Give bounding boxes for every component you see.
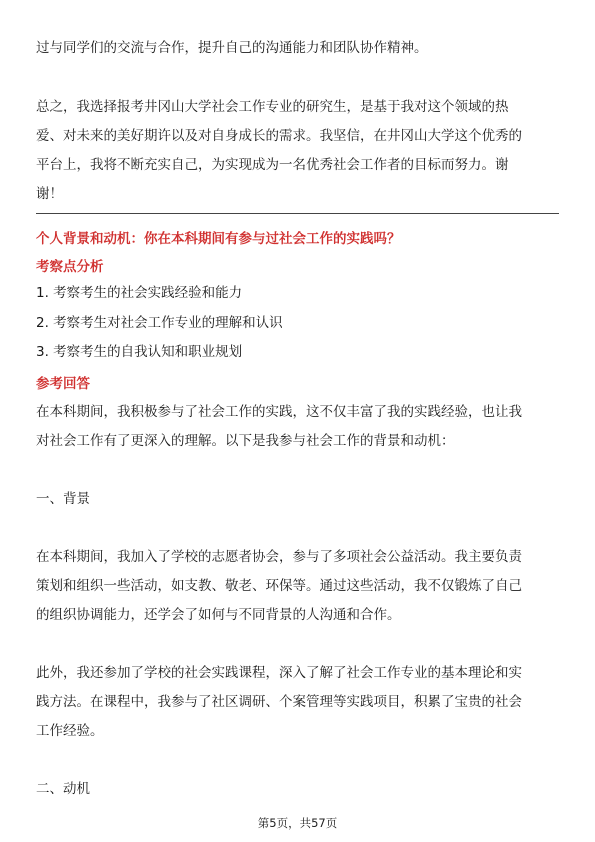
intro-tail-text: 过与同学们的交流与合作，提升自己的沟通能力和团队协作精神。 (36, 40, 428, 56)
background-para2-line: 践方法。在课程中，我参与了社区调研、个案管理等实践项目，积累了宝贵的社会 (36, 694, 522, 710)
section-title-background: 一、背景 (36, 491, 90, 507)
summary-line: 总之，我选择报考井冈山大学社会工作专业的研究生，是基于我对这个领域的热 (36, 99, 509, 115)
analysis-point: 3. 考察考生的自我认知和职业规划 (36, 344, 243, 360)
summary-line: 爱、对未来的美好期许以及对自身成长的需求。我坚信，在井冈山大学这个优秀的 (36, 128, 522, 144)
background-para1-line: 的组织协调能力，还学会了如何与不同背景的人沟通和合作。 (36, 607, 401, 623)
background-para1-line: 在本科期间，我加入了学校的志愿者协会，参与了多项社会公益活动。我主要负责 (36, 549, 522, 565)
page-number-footer: 第5页，共57页 (257, 816, 338, 830)
section-title-motivation: 二、动机 (36, 781, 90, 797)
question-heading: 个人背景和动机：你在本科期间有参与过社会工作的实践吗？ (36, 231, 401, 247)
background-para1-line: 策划和组织一些活动，如支教、敬老、环保等。通过这些活动，我不仅锻炼了自己 (36, 578, 522, 594)
answer-intro-line: 对社会工作有了更深入的理解。以下是我参与社会工作的背景和动机： (36, 433, 455, 449)
background-para2-line: 此外，我还参加了学校的社会实践课程，深入了解了社会工作专业的基本理论和实 (36, 665, 522, 681)
analysis-point: 1. 考察考生的社会实践经验和能力 (36, 285, 243, 301)
analysis-heading: 考察点分析 (36, 259, 104, 275)
summary-line: 平台上，我将不断充实自己，为实现成为一名优秀社会工作者的目标而努力。谢 (36, 157, 509, 173)
answer-heading: 参考回答 (36, 376, 90, 392)
background-para2-line: 工作经验。 (36, 723, 104, 739)
section-divider (36, 213, 559, 214)
summary-line: 谢！ (36, 186, 63, 202)
analysis-point: 2. 考察考生对社会工作专业的理解和认识 (36, 315, 283, 331)
answer-intro-line: 在本科期间，我积极参与了社会工作的实践，这不仅丰富了我的实践经验，也让我 (36, 404, 522, 420)
